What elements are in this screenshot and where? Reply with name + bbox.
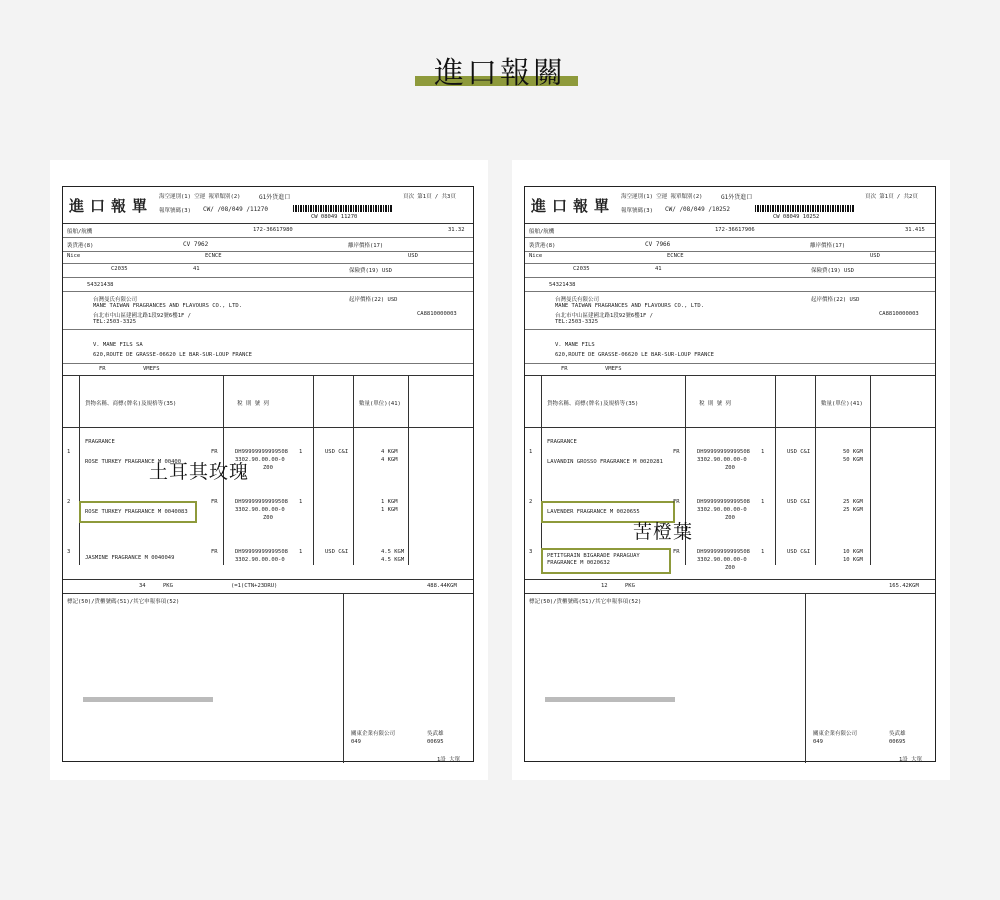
divider: [63, 375, 473, 376]
label: 船舶/航機: [529, 229, 555, 235]
label: 稅 則 號 列: [699, 401, 731, 407]
customs-form-panel-right: [512, 160, 950, 780]
label: 起岸價格(22) USD: [811, 297, 860, 303]
label: 裝貨港(8): [529, 243, 556, 249]
item-hs: 3302.90.00.00-0: [235, 457, 285, 463]
divider: [79, 375, 80, 565]
item-kg: 4.5 KGM: [381, 557, 405, 563]
divider: [815, 375, 816, 565]
item-kg: 4.5 KGM: [381, 549, 405, 555]
footer-text: 1設 大單: [437, 757, 461, 763]
item-qty: 1: [761, 549, 765, 555]
agent-code: 049: [813, 739, 823, 745]
unit-code: 41: [193, 266, 200, 272]
barcode-icon: [293, 205, 393, 212]
divider: [525, 579, 935, 580]
divider: [63, 291, 473, 292]
item-term: USD C&I: [787, 499, 811, 505]
item-hs: Z00: [725, 515, 735, 521]
label: 貨物名稱、商標(牌名)及規格等(35): [547, 401, 639, 407]
buyer-tel: TEL:2503-3325: [555, 319, 599, 325]
item-origin: FR: [211, 499, 218, 505]
item-kg: 1 KGM: [381, 507, 398, 513]
staff-name: 吳武雄: [889, 731, 906, 737]
divider: [63, 593, 473, 594]
item-hs: 3302.90.00.00-0: [697, 457, 747, 463]
item-desc: JASMINE FRAGRANCE M 0040049: [85, 555, 175, 561]
item-hs: DH99999999999508: [235, 499, 288, 505]
footer-text: 1設 大單: [899, 757, 923, 763]
section-header: FRAGRANCE: [85, 439, 115, 445]
customs-type: G1外貨進口: [721, 194, 753, 201]
item-kg: 50 KGM: [843, 457, 863, 463]
barcode-text: CW 08049 10252: [773, 214, 820, 220]
declaration-no-label: 報單號碼(3): [621, 208, 653, 214]
seller-addr: 620,ROUTE DE GRASSE-06620 LE BAR-SUR-LOUP FRANCE: [555, 352, 714, 358]
item-kg: 25 KGM: [843, 507, 863, 513]
agent-name: 關東企業有限公司: [351, 731, 396, 737]
divider: [353, 375, 354, 565]
label: 保險費(19) USD: [811, 268, 854, 274]
trade-no: 172-36617906: [715, 227, 755, 233]
buyer-id: 54321438: [87, 282, 114, 288]
label: 離岸價格(17): [810, 243, 846, 249]
divider: [525, 277, 935, 278]
item-desc: LAVENDER FRAGRANCE M 0020655: [547, 509, 640, 515]
page-title: [0, 48, 1000, 92]
item-origin: FR: [211, 549, 218, 555]
item-kg: 1 KGM: [381, 499, 398, 505]
customs-type-label: 海空運別(1) 空運 報單類別(2): [159, 194, 241, 200]
customs-form-panel-left: [50, 160, 488, 780]
divider: [63, 363, 473, 364]
divider: [525, 427, 935, 428]
tax-type: USD: [870, 253, 880, 259]
item-hs: DH99999999999508: [235, 449, 288, 455]
item-desc: ROSE TURKEY FRAGRANCE M 00400: [85, 459, 182, 465]
label: 裝貨港(8): [67, 243, 94, 249]
total-weight: 165.42KGM: [889, 583, 919, 589]
divider: [63, 427, 473, 428]
divider: [63, 237, 473, 238]
item-hs: Z00: [263, 465, 273, 471]
label: 貨物名稱、商標(牌名)及規格等(35): [85, 401, 177, 407]
pkg-note: (=1(CTN+23DRU): [231, 583, 278, 589]
item-hs: 3302.90.00.00-0: [697, 557, 747, 563]
item-kg: 4 KGM: [381, 449, 398, 455]
tax-type: USD: [408, 253, 418, 259]
label: 保險費(19) USD: [349, 268, 392, 274]
item-kg: 10 KGM: [843, 549, 863, 555]
divider: [541, 375, 542, 565]
buyer-cn: 台灣曼氏有限公司: [555, 297, 600, 303]
item-qty: 1: [299, 549, 303, 555]
customs-form: [524, 186, 936, 762]
item-term: USD C&I: [787, 549, 811, 555]
tax-code: C2035: [573, 266, 590, 272]
buyer-cn: 台灣曼氏有限公司: [93, 297, 138, 303]
flight-no: CV 7962: [183, 241, 209, 248]
agent-name: 關東企業有限公司: [813, 731, 858, 737]
country: FR: [561, 366, 568, 372]
item-kg: 50 KGM: [843, 449, 863, 455]
divider: [525, 291, 935, 292]
declaration-no-label: 報單號碼(3): [159, 208, 191, 214]
total-pkgs: 34: [139, 583, 146, 589]
label: 數量(單位)(41): [359, 401, 401, 407]
divider: [525, 223, 935, 224]
buyer-tel: TEL:2503-3325: [93, 319, 137, 325]
barcode-icon: [755, 205, 855, 212]
total-weight: 488.44KGM: [427, 583, 457, 589]
item-term: USD C&I: [787, 449, 811, 455]
item-no: 1: [67, 449, 71, 455]
item-origin: FR: [211, 449, 218, 455]
seller-en: V. MANE FILS: [555, 342, 595, 348]
divider: [63, 277, 473, 278]
item-hs: DH99999999999508: [697, 549, 750, 555]
seller-code: VMEFS: [605, 366, 622, 372]
declaration-no: CW/ /08/049 /11270: [203, 206, 269, 213]
seller-en: V. MANE FILS SA: [93, 342, 143, 348]
label: 離岸價格(17): [348, 243, 384, 249]
declaration-no: CW/ /08/049 /10252: [665, 206, 731, 213]
item-desc: ROSE TURKEY FRAGRANCE M 0040083: [85, 509, 188, 515]
notes-label: 標記(50)/貨櫃號碼(51)/其它申報事項(52): [67, 599, 180, 605]
label: Nice: [529, 253, 543, 259]
flight-no: CV 7966: [645, 241, 671, 248]
item-qty: 1: [761, 449, 765, 455]
label: Nice: [67, 253, 81, 259]
item-hs: 3302.90.00.00-0: [697, 507, 747, 513]
item-kg: 10 KGM: [843, 557, 863, 563]
label: 船舶/航機: [67, 229, 93, 235]
item-hs: DH99999999999508: [235, 549, 288, 555]
product-label-rose: 土耳其玫瑰: [149, 461, 250, 483]
item-no: 1: [529, 449, 533, 455]
currency-code: CA8810000003: [879, 311, 919, 317]
item-hs: 3302.90.00.00-0: [235, 507, 285, 513]
item-no: 2: [529, 499, 533, 505]
country: FR: [99, 366, 106, 372]
item-origin: FR: [673, 549, 680, 555]
buyer-addr: 台北市中山區建國北路1段92號6樓1F /: [555, 313, 653, 319]
item-hs: DH99999999999508: [697, 499, 750, 505]
agent-code: 049: [351, 739, 361, 745]
unit-code: 41: [655, 266, 662, 272]
divider: [805, 593, 806, 763]
blurred-text: [83, 697, 213, 702]
item-term: USD C&I: [325, 549, 349, 555]
page-title-text: 進口報關: [434, 56, 566, 91]
gross-weight-sum: 31.32: [448, 227, 465, 233]
customs-type-label: 海空運別(1) 空運 報單類別(2): [621, 194, 703, 200]
divider: [525, 363, 935, 364]
buyer-en: MANE TAIWAN FRAGRANCES AND FLAVOURS CO., LTD.: [555, 303, 705, 309]
divider: [63, 579, 473, 580]
divider: [313, 375, 314, 565]
divider: [408, 375, 409, 565]
item-hs: 3302.90.00.00-0: [235, 557, 285, 563]
term-code: ECNCE: [667, 253, 684, 259]
divider: [525, 263, 935, 264]
item-desc: LAVANDIN GROSSO FRAGRANCE M 0020281: [547, 459, 663, 465]
buyer-en: MANE TAIWAN FRAGRANCES AND FLAVOURS CO., LTD.: [93, 303, 243, 309]
tax-code: C2035: [111, 266, 128, 272]
label: 稅 則 號 列: [237, 401, 269, 407]
item-hs: Z00: [725, 465, 735, 471]
notes-label: 標記(50)/貨櫃號碼(51)/其它申報事項(52): [529, 599, 642, 605]
item-origin: FR: [673, 449, 680, 455]
item-origin: FR: [673, 499, 680, 505]
customs-type: G1外貨進口: [259, 194, 291, 201]
divider: [63, 223, 473, 224]
item-hs: Z00: [725, 565, 735, 571]
item-qty: 1: [761, 499, 765, 505]
form-title: 進口報單: [69, 197, 154, 215]
divider: [525, 593, 935, 594]
item-hs: DH99999999999508: [697, 449, 750, 455]
divider: [525, 251, 935, 252]
total-pkgs: 12: [601, 583, 608, 589]
divider: [63, 263, 473, 264]
item-no: 2: [67, 499, 71, 505]
item-kg: 4 KGM: [381, 457, 398, 463]
customs-form: [62, 186, 474, 762]
product-label-petitgrain: 苦橙葉: [633, 521, 694, 543]
item-qty: 1: [299, 449, 303, 455]
buyer-addr: 台北市中山區建國北路1段92號6樓1F /: [93, 313, 191, 319]
divider: [63, 251, 473, 252]
term-code: ECNCE: [205, 253, 222, 259]
trade-no: 172-36617980: [253, 227, 293, 233]
section-header: FRAGRANCE: [547, 439, 577, 445]
divider: [63, 329, 473, 330]
divider: [525, 375, 935, 376]
item-term: USD C&I: [325, 449, 349, 455]
pkg-unit: PKG: [625, 583, 635, 589]
barcode-text: CW 08049 11270: [311, 214, 358, 220]
seller-code: VMEFS: [143, 366, 160, 372]
staff-code: 00695: [889, 739, 906, 745]
seller-addr: 620,ROUTE DE GRASSE-06620 LE BAR-SUR-LOUP FRANCE: [93, 352, 252, 358]
currency-code: CA8810000003: [417, 311, 457, 317]
gross-weight-sum: 31.415: [905, 227, 925, 233]
item-qty: 1: [299, 499, 303, 505]
pkg-unit: PKG: [163, 583, 173, 589]
label: 起岸價格(22) USD: [349, 297, 398, 303]
form-title: 進口報單: [531, 197, 616, 215]
page-info: 頁次 第1頁 / 共2頁: [865, 194, 918, 200]
buyer-id: 54321438: [549, 282, 576, 288]
item-desc: PETITGRAIN BIGARADE PARAGUAY FRAGRANCE M 0020632: [547, 553, 640, 566]
divider: [525, 329, 935, 330]
item-no: 3: [67, 549, 71, 555]
staff-name: 吳武雄: [427, 731, 444, 737]
item-no: 3: [529, 549, 533, 555]
staff-code: 00695: [427, 739, 444, 745]
blurred-text: [545, 697, 675, 702]
divider: [775, 375, 776, 565]
item-kg: 25 KGM: [843, 499, 863, 505]
label: 數量(單位)(41): [821, 401, 863, 407]
item-hs: Z00: [263, 515, 273, 521]
divider: [343, 593, 344, 763]
divider: [870, 375, 871, 565]
divider: [525, 237, 935, 238]
page-info: 頁次 第1頁 / 共3頁: [403, 194, 456, 200]
